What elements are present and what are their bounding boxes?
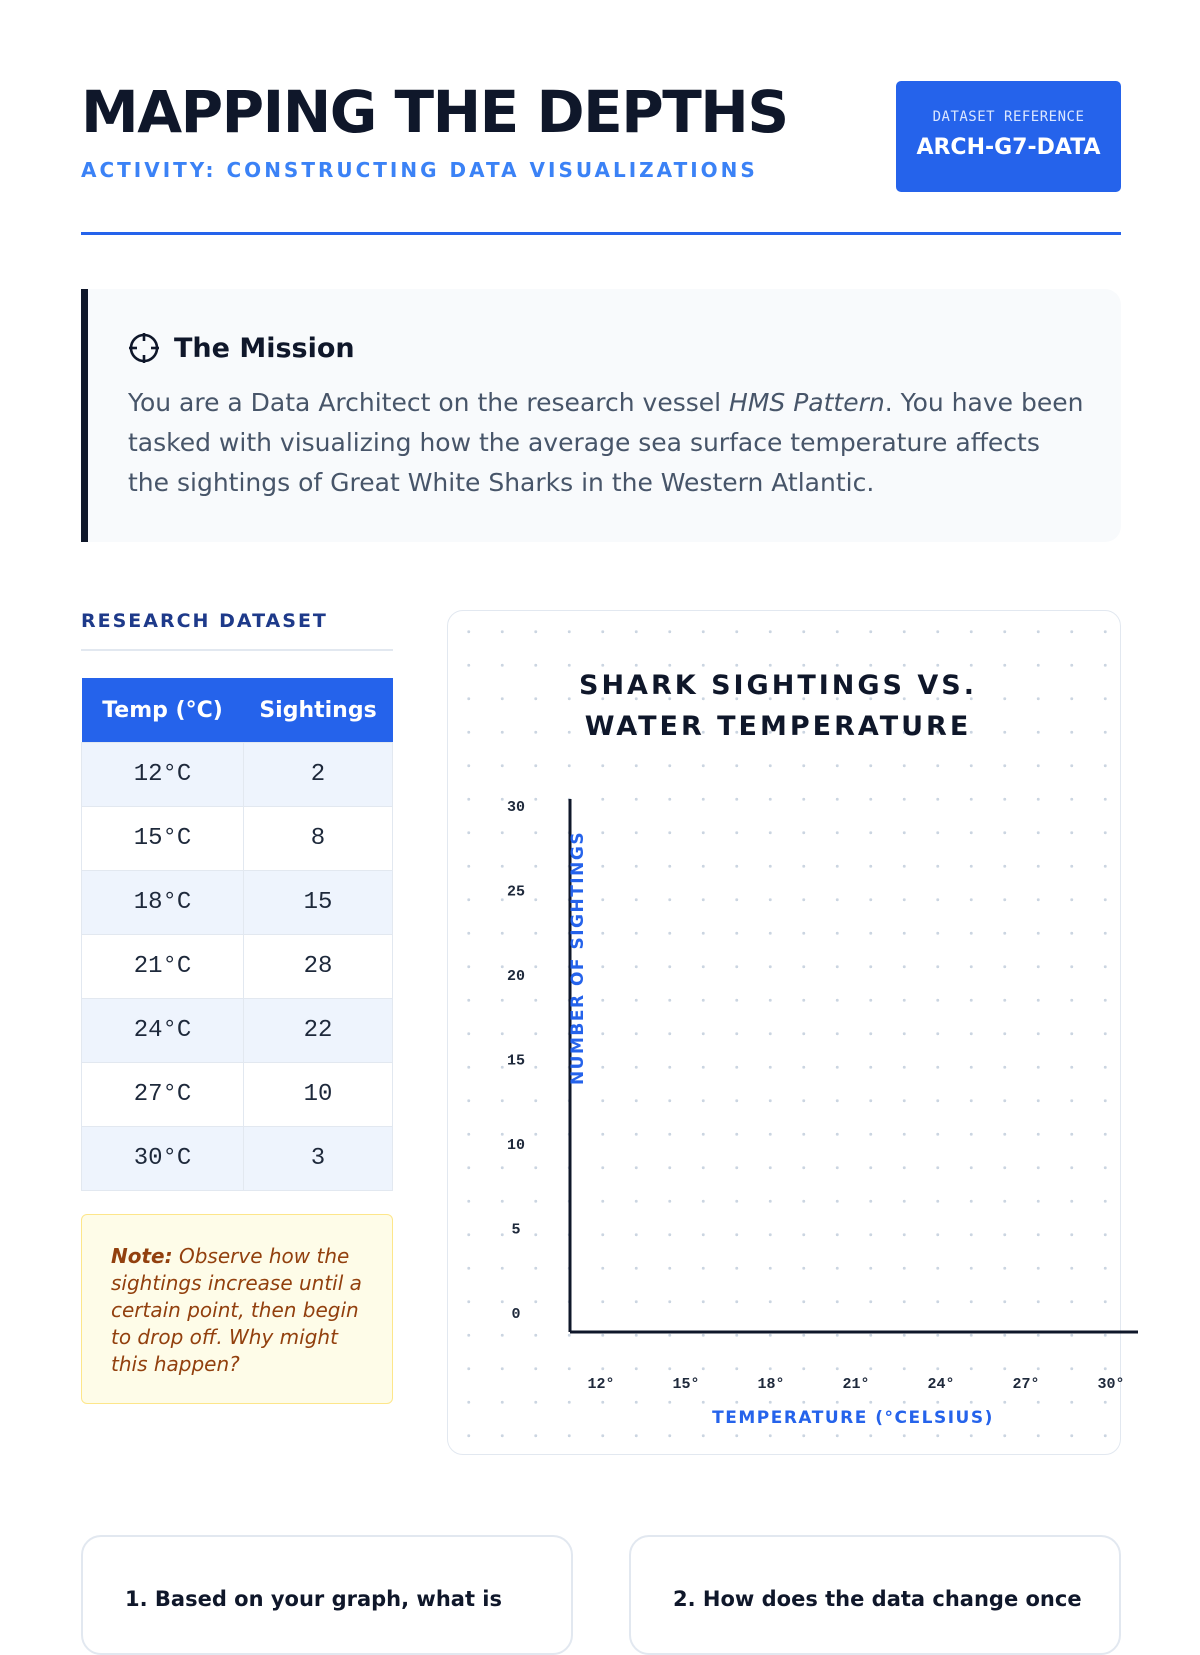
crosshair-icon: [128, 332, 160, 364]
temp-cell: 18°C: [82, 871, 244, 935]
mission-text-before: You are a Data Architect on the research vessel: [128, 388, 730, 417]
y-tick-label: 20: [506, 968, 526, 985]
question-text: 2. How does the data change once: [673, 1587, 1082, 1611]
mission-text-after: . You have been tasked with visualizing how the average sea surface temperature affects the sightings of Great White Sharks in the Western Atlantic.: [128, 388, 1084, 497]
sightings-cell: 3: [244, 1127, 393, 1191]
y-axis-label: NUMBER OF SIGHTINGS: [568, 830, 588, 1086]
note-text: Observe how the sightings increase until a certain point, then begin to drop off. Why might this happen?: [111, 1244, 362, 1376]
sightings-cell: 2: [244, 743, 393, 807]
table-row: [82, 743, 393, 807]
temp-cell: 24°C: [82, 999, 244, 1063]
y-tick-labels: [507, 799, 525, 1323]
table-row: [82, 871, 393, 935]
page-title: MAPPING THE DEPTHS: [81, 78, 788, 146]
dataset-table: [81, 678, 393, 1191]
table-row: [82, 999, 393, 1063]
x-tick-label: 12°: [587, 1376, 615, 1393]
y-tick-label: 15: [506, 1052, 526, 1070]
note-callout: [81, 1214, 393, 1404]
table-header-row: [82, 678, 393, 743]
temp-cell: 21°C: [82, 935, 244, 999]
x-tick-label: 24°: [927, 1376, 955, 1393]
sightings-cell: 22: [244, 999, 393, 1063]
dataset-divider: [81, 649, 393, 651]
table-row: [82, 1127, 393, 1191]
dataset-reference-badge: [896, 81, 1121, 192]
x-tick-label: 15°: [672, 1376, 700, 1393]
chart-card: [447, 610, 1125, 1455]
temp-cell: 30°C: [82, 1127, 244, 1191]
temp-cell: 27°C: [82, 1063, 244, 1127]
x-tick-label: 21°: [842, 1376, 870, 1393]
header-divider: [81, 232, 1121, 235]
x-tick-labels: [587, 1376, 1124, 1393]
question-text: 1. Based on your graph, what is: [125, 1587, 502, 1611]
mission-header: [128, 332, 355, 364]
y-tick-label: 10: [506, 1137, 526, 1154]
chart-plot[interactable]: [448, 611, 1148, 1456]
x-tick-label: 18°: [757, 1376, 785, 1393]
worksheet-page: [81, 0, 1125, 1611]
y-tick-label: 0: [511, 1306, 521, 1323]
sightings-cell: 8: [244, 807, 393, 871]
y-tick-label: 30: [506, 799, 526, 816]
x-tick-label: 30°: [1097, 1376, 1125, 1393]
question-card-2: [629, 1535, 1121, 1655]
dataset-heading: RESEARCH DATASET: [81, 610, 328, 632]
note-label: Note:: [111, 1244, 173, 1268]
sightings-cell: 28: [244, 935, 393, 999]
chart-title: SHARK SIGHTINGS VS. WATER TEMPERATURE: [579, 670, 977, 742]
vessel-name: HMS Pattern: [729, 388, 885, 417]
page-subtitle: ACTIVITY: CONSTRUCTING DATA VISUALIZATIONS: [81, 158, 758, 182]
y-tick-label: 5: [511, 1221, 521, 1239]
column-header-temp: Temp (°C): [82, 678, 244, 743]
mission-title: The Mission: [174, 332, 355, 364]
mission-callout: [81, 289, 1121, 542]
sightings-cell: 10: [244, 1063, 393, 1127]
temp-cell: 12°C: [82, 743, 244, 807]
x-tick-label: 27°: [1012, 1376, 1040, 1393]
table-row: [82, 935, 393, 999]
x-axis-label: TEMPERATURE (°CELSIUS): [712, 1408, 994, 1428]
table-row: [82, 1063, 393, 1127]
table-row: [82, 807, 393, 871]
question-card-1: [81, 1535, 573, 1655]
column-header-sightings: Sightings: [244, 678, 393, 743]
temp-cell: 15°C: [82, 807, 244, 871]
dataset-reference-label: DATASET REFERENCE: [932, 109, 1085, 125]
sightings-cell: 15: [244, 871, 393, 935]
mission-description: [128, 383, 1088, 503]
dataset-reference-code: ARCH-G7-DATA: [916, 135, 1101, 160]
y-tick-label: 25: [506, 883, 526, 901]
